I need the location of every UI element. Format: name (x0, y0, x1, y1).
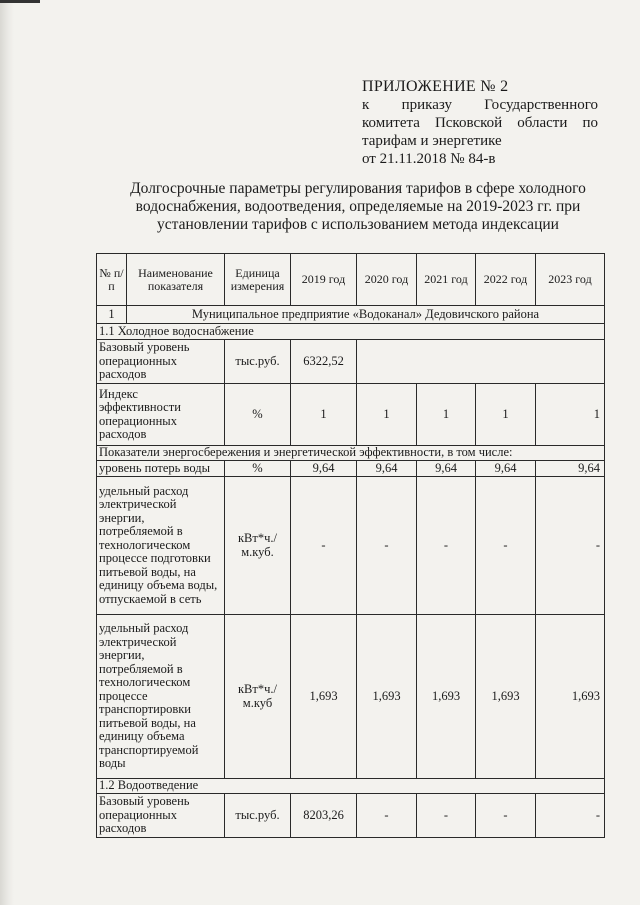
value-2019: 9,64 (291, 461, 357, 477)
row-unit: % (225, 384, 291, 446)
header-num: № п/п (97, 254, 127, 306)
table-row (97, 615, 605, 779)
org-row (97, 306, 605, 324)
value-2023: 1 (536, 384, 605, 446)
row-unit: % (225, 461, 291, 477)
empty-cell (357, 340, 605, 384)
row-unit: кВт*ч./м.куб. (225, 477, 291, 615)
parameters-table (96, 253, 605, 838)
value-2022: - (476, 794, 536, 838)
row-name: Индекс эффективности операционных расходов (97, 384, 225, 446)
header-2019: 2019 год (291, 254, 357, 306)
value-2023: - (536, 794, 605, 838)
value-2022: - (476, 477, 536, 615)
row-name: уровень потерь воды (97, 461, 225, 477)
title-line: водоснабжения, водоотведения, определяемые на 2019-2023 гг. при (135, 198, 581, 215)
value-2020: - (357, 794, 417, 838)
row-unit: тыс.руб. (225, 794, 291, 838)
value-2019: 1 (291, 384, 357, 446)
scan-mark (0, 0, 40, 3)
appendix-title: ПРИЛОЖЕНИЕ № 2 (362, 78, 509, 95)
appendix-line: тарифам и энергетике (362, 133, 502, 149)
title-line: установлении тарифов с использованием метода индексации (157, 216, 559, 233)
row-name: Базовый уровень операционных расходов (97, 794, 225, 838)
appendix-line: комитета Псковской области по (362, 115, 598, 131)
value-2021: - (417, 477, 476, 615)
table-row (97, 340, 605, 384)
org-num: 1 (97, 306, 127, 324)
section-row (97, 324, 605, 340)
value-2022: 1,693 (476, 615, 536, 779)
section-row (97, 446, 605, 461)
row-unit: тыс.руб. (225, 340, 291, 384)
energy-header: Показатели энергосбережения и энергетической эффективности, в том числе: (97, 446, 605, 461)
header-2022: 2022 год (476, 254, 536, 306)
table-row (97, 794, 605, 838)
value-2023: 9,64 (536, 461, 605, 477)
value-2020: 9,64 (357, 461, 417, 477)
value-2021: - (417, 794, 476, 838)
appendix-block (362, 78, 598, 168)
scan-edge (0, 0, 14, 905)
table-row (97, 477, 605, 615)
table-row (97, 384, 605, 446)
value-2020: 1 (357, 384, 417, 446)
row-name: удельный расход электрической энергии, потребляемой в технологическом процессе транспортировки питьевой воды, на единицу объема транспортируемой воды (97, 615, 225, 779)
section-row (97, 779, 605, 794)
title-line: Долгосрочные параметры регулирования тарифов в сфере холодного (130, 180, 586, 197)
header-2021: 2021 год (417, 254, 476, 306)
org-name: Муниципальное предприятие «Водоканал» Дедовичского района (127, 306, 605, 324)
value-2019: 1,693 (291, 615, 357, 779)
value-2019: 8203,26 (291, 794, 357, 838)
value-2020: - (357, 477, 417, 615)
header-unit: Единица измерения (225, 254, 291, 306)
value-2021: 1 (417, 384, 476, 446)
value-2023: - (536, 477, 605, 615)
value-2019: - (291, 477, 357, 615)
value-2021: 9,64 (417, 461, 476, 477)
value-2020: 1,693 (357, 615, 417, 779)
section-cold-water: 1.1 Холодное водоснабжение (97, 324, 605, 340)
section-wastewater: 1.2 Водоотведение (97, 779, 605, 794)
value-2023: 1,693 (536, 615, 605, 779)
appendix-line: от 21.11.2018 № 84-в (362, 151, 496, 167)
appendix-line: к приказу Государственного (362, 97, 598, 113)
document-title (108, 180, 608, 234)
row-name: Базовый уровень операционных расходов (97, 340, 225, 384)
value-2021: 1,693 (417, 615, 476, 779)
table-row (97, 461, 605, 477)
value-2019: 6322,52 (291, 340, 357, 384)
header-name: Наименование показателя (127, 254, 225, 306)
value-2022: 1 (476, 384, 536, 446)
header-2023: 2023 год (536, 254, 605, 306)
row-name: удельный расход электрической энергии, потребляемой в технологическом процессе подготовки питьевой воды, на единицу объема воды, отпускаемой в сеть (97, 477, 225, 615)
row-unit: кВт*ч./м.куб (225, 615, 291, 779)
header-row (97, 254, 605, 306)
header-2020: 2020 год (357, 254, 417, 306)
value-2022: 9,64 (476, 461, 536, 477)
